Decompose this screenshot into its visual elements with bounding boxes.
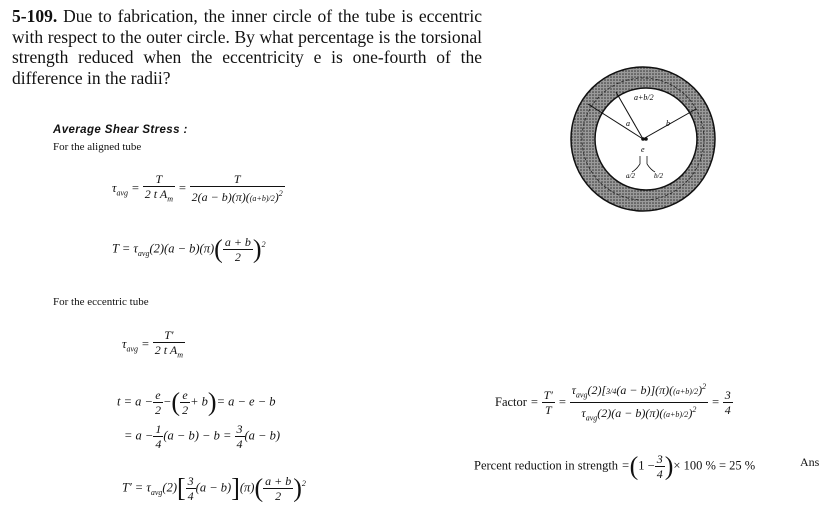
answer-mark: Ans <box>800 455 820 469</box>
equation-torque-aligned: $T = \tau_{avg}(2)(a - b)(\pi)$( $\frac{a + b}{2}$ )$^2$ <box>112 234 266 264</box>
factor-label: Factor <box>495 394 527 409</box>
fig-label-a: a <box>626 119 630 128</box>
fig-label-b: b <box>666 119 670 128</box>
problem-number: 5-109. <box>12 6 58 26</box>
equation-thickness-simplified: = a − $\frac{1}{4}$ (a − b) − b = $\frac{3}{4}$ (a − b) <box>124 422 281 451</box>
percent-label: Percent reduction in strength <box>474 458 619 473</box>
equation-factor: Factor = $\frac{T'}{T}$ = $\frac{\tau_{avg}(2)[3/4(a - b)](\pi)((a+b)/2)^2}{\tau_{avg}(2)(a - b)(\pi)((a+b)/2)^2}$ = $\frac{3}{4}$ <box>495 382 731 423</box>
aligned-tube-label: For the aligned tube <box>53 141 142 153</box>
fig-label-a2: a/2 <box>626 172 635 180</box>
eccentric-tube-label: For the eccentric tube <box>53 296 149 308</box>
equation-tau-eccentric: $\tau_{avg}$ = $\frac{T'}{2 t A_m}$ <box>122 328 183 360</box>
equation-percent-reduction: Percent reduction in strength =(1 − $\frac{3}{4}$ )× 100 % = 25 % <box>474 451 756 481</box>
problem-statement <box>12 6 482 88</box>
tube-cross-section-figure <box>568 64 718 214</box>
fig-label-ab2: a+b/2 <box>634 93 654 102</box>
equation-tau-aligned: $\tau_{avg}$ = $\frac{T}{2 t A_m}$ = $\frac{T}{2(a - b)(\pi)((a+b)/2)^2}$ <box>112 172 283 205</box>
equation-thickness: t = a − $\frac{e}{2}$ −( $\frac{e}{2}$ + b)= a − e − b <box>117 387 276 417</box>
problem-text: Due to fabrication, the inner circle of the tube is eccentric with respect to the outer circle. By what percentage is the torsional strength reduced when the eccentricity e is one-fourth of the difference in the radii? <box>12 6 482 88</box>
fig-label-e: e <box>641 145 645 154</box>
fig-label-b2: b/2 <box>654 172 663 180</box>
equation-torque-eccentric: $T' = \tau_{avg}(2)$[ $\frac{3}{4}$ (a − b)](π)( $\frac{a + b}{2}$ )$^2$ <box>122 473 306 503</box>
section-heading: Average Shear Stress : <box>53 124 188 136</box>
percent-expression: × 100 % = 25 % <box>673 458 756 473</box>
